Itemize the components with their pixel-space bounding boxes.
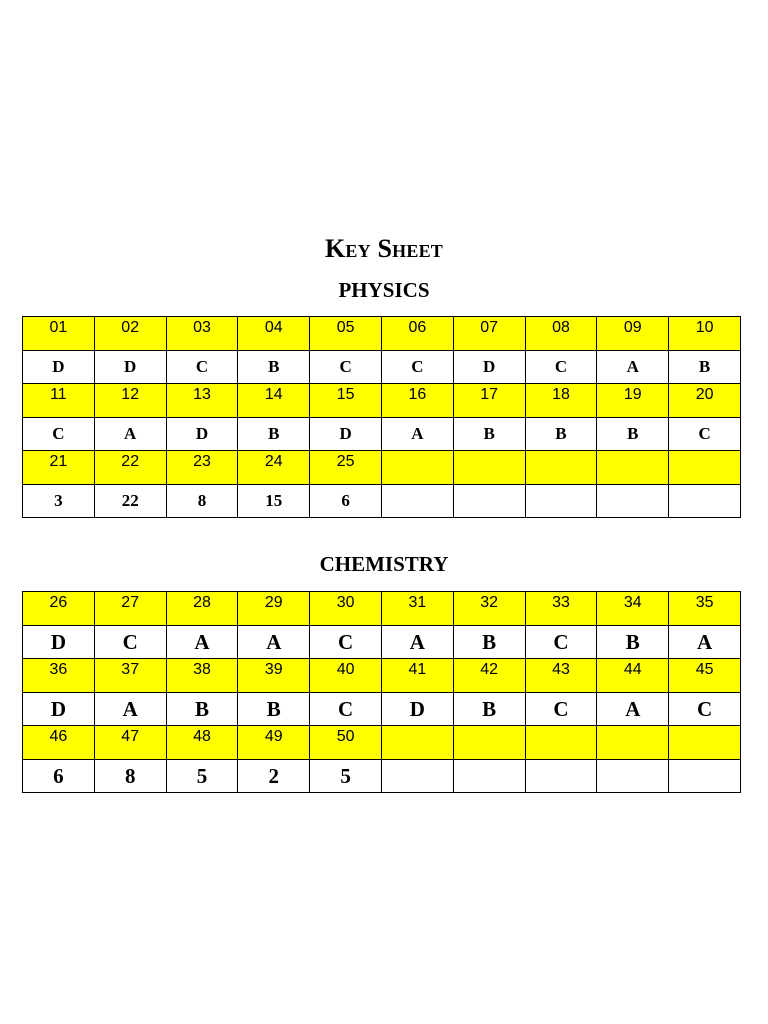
answer-cell: C	[525, 626, 597, 659]
question-number-cell: 27	[94, 592, 166, 626]
question-number-cell: 01	[23, 317, 95, 351]
answer-cell: A	[166, 626, 238, 659]
answer-cell	[669, 485, 741, 518]
answer-cell: B	[669, 351, 741, 384]
question-number-cell: 21	[23, 451, 95, 485]
answer-cell: C	[310, 351, 382, 384]
question-number-cell: 15	[310, 384, 382, 418]
answer-cell: C	[310, 693, 382, 726]
question-number-cell: 30	[310, 592, 382, 626]
answer-cell: A	[597, 693, 669, 726]
question-number-row	[23, 317, 741, 351]
answer-cell: C	[310, 626, 382, 659]
answer-row	[23, 693, 741, 726]
question-number-cell: 49	[238, 726, 310, 760]
physics-section-title: PHYSICS	[338, 278, 430, 302]
question-number-cell: 22	[94, 451, 166, 485]
question-number-cell: 39	[238, 659, 310, 693]
question-number-cell: 11	[23, 384, 95, 418]
answer-cell: 3	[23, 485, 95, 518]
answer-cell	[525, 485, 597, 518]
question-number-cell: 45	[669, 659, 741, 693]
answer-cell: 15	[238, 485, 310, 518]
question-number-cell: 37	[94, 659, 166, 693]
question-number-cell: 33	[525, 592, 597, 626]
chemistry-key-table	[22, 591, 741, 793]
question-number-cell: 08	[525, 317, 597, 351]
question-number-cell: 04	[238, 317, 310, 351]
answer-row	[23, 418, 741, 451]
question-number-cell: 26	[23, 592, 95, 626]
question-number-cell: 16	[381, 384, 453, 418]
question-number-cell: 19	[597, 384, 669, 418]
question-number-cell	[453, 451, 525, 485]
question-number-row	[23, 451, 741, 485]
question-number-cell: 32	[453, 592, 525, 626]
question-number-cell: 42	[453, 659, 525, 693]
answer-cell: C	[669, 418, 741, 451]
answer-cell	[525, 760, 597, 793]
question-number-cell: 48	[166, 726, 238, 760]
question-number-cell: 44	[597, 659, 669, 693]
question-number-cell: 14	[238, 384, 310, 418]
question-number-cell	[669, 451, 741, 485]
question-number-cell	[525, 726, 597, 760]
question-number-row	[23, 659, 741, 693]
question-number-cell: 31	[381, 592, 453, 626]
answer-cell: D	[23, 693, 95, 726]
answer-cell	[597, 485, 669, 518]
answer-cell: A	[381, 626, 453, 659]
answer-cell: B	[453, 626, 525, 659]
answer-cell: B	[597, 626, 669, 659]
question-number-cell: 36	[23, 659, 95, 693]
chemistry-section-title: CHEMISTRY	[319, 552, 449, 576]
question-number-cell: 10	[669, 317, 741, 351]
question-number-cell: 03	[166, 317, 238, 351]
answer-cell	[453, 485, 525, 518]
answer-cell	[597, 760, 669, 793]
question-number-cell	[381, 726, 453, 760]
question-number-cell: 38	[166, 659, 238, 693]
answer-cell: A	[238, 626, 310, 659]
answer-cell: B	[166, 693, 238, 726]
answer-cell: C	[23, 418, 95, 451]
question-number-cell: 50	[310, 726, 382, 760]
question-number-cell: 13	[166, 384, 238, 418]
answer-row	[23, 626, 741, 659]
question-number-cell	[453, 726, 525, 760]
physics-key-table	[22, 316, 741, 518]
answer-cell: B	[597, 418, 669, 451]
question-number-cell: 12	[94, 384, 166, 418]
answer-cell: A	[669, 626, 741, 659]
answer-cell: A	[94, 418, 166, 451]
answer-cell: D	[381, 693, 453, 726]
answer-cell: 5	[310, 760, 382, 793]
answer-cell: C	[94, 626, 166, 659]
question-number-cell: 29	[238, 592, 310, 626]
question-number-row	[23, 384, 741, 418]
question-number-cell	[669, 726, 741, 760]
answer-cell: 8	[94, 760, 166, 793]
question-number-cell: 07	[453, 317, 525, 351]
answer-cell: C	[381, 351, 453, 384]
question-number-cell	[381, 451, 453, 485]
answer-cell	[453, 760, 525, 793]
answer-cell	[381, 760, 453, 793]
answer-cell: C	[166, 351, 238, 384]
answer-cell: 5	[166, 760, 238, 793]
question-number-cell: 24	[238, 451, 310, 485]
answer-row	[23, 485, 741, 518]
answer-cell: B	[453, 693, 525, 726]
question-number-cell: 20	[669, 384, 741, 418]
answer-cell	[669, 760, 741, 793]
question-number-cell	[597, 451, 669, 485]
answer-cell: A	[94, 693, 166, 726]
answer-cell: 22	[94, 485, 166, 518]
answer-cell	[381, 485, 453, 518]
answer-cell: 6	[310, 485, 382, 518]
question-number-cell: 18	[525, 384, 597, 418]
question-number-cell: 23	[166, 451, 238, 485]
answer-cell: D	[166, 418, 238, 451]
answer-cell: A	[597, 351, 669, 384]
answer-cell: D	[23, 351, 95, 384]
answer-cell: A	[381, 418, 453, 451]
question-number-cell: 46	[23, 726, 95, 760]
question-number-cell: 09	[597, 317, 669, 351]
question-number-cell: 34	[597, 592, 669, 626]
question-number-row	[23, 592, 741, 626]
question-number-cell: 28	[166, 592, 238, 626]
question-number-cell: 06	[381, 317, 453, 351]
answer-cell: B	[238, 693, 310, 726]
answer-cell: C	[525, 351, 597, 384]
answer-row	[23, 351, 741, 384]
page-title: Key Sheet	[324, 234, 443, 263]
question-number-row	[23, 726, 741, 760]
answer-cell: B	[238, 351, 310, 384]
question-number-cell: 40	[310, 659, 382, 693]
answer-cell: B	[238, 418, 310, 451]
question-number-cell: 02	[94, 317, 166, 351]
answer-cell: C	[525, 693, 597, 726]
answer-cell: D	[23, 626, 95, 659]
question-number-cell: 17	[453, 384, 525, 418]
question-number-cell	[597, 726, 669, 760]
question-number-cell: 47	[94, 726, 166, 760]
question-number-cell	[525, 451, 597, 485]
answer-cell: B	[453, 418, 525, 451]
question-number-cell: 43	[525, 659, 597, 693]
answer-cell: C	[669, 693, 741, 726]
answer-cell: 8	[166, 485, 238, 518]
answer-cell: D	[310, 418, 382, 451]
question-number-cell: 25	[310, 451, 382, 485]
answer-cell: 2	[238, 760, 310, 793]
question-number-cell: 05	[310, 317, 382, 351]
answer-cell: 6	[23, 760, 95, 793]
answer-row	[23, 760, 741, 793]
question-number-cell: 35	[669, 592, 741, 626]
answer-cell: D	[453, 351, 525, 384]
answer-cell: D	[94, 351, 166, 384]
question-number-cell: 41	[381, 659, 453, 693]
answer-cell: B	[525, 418, 597, 451]
